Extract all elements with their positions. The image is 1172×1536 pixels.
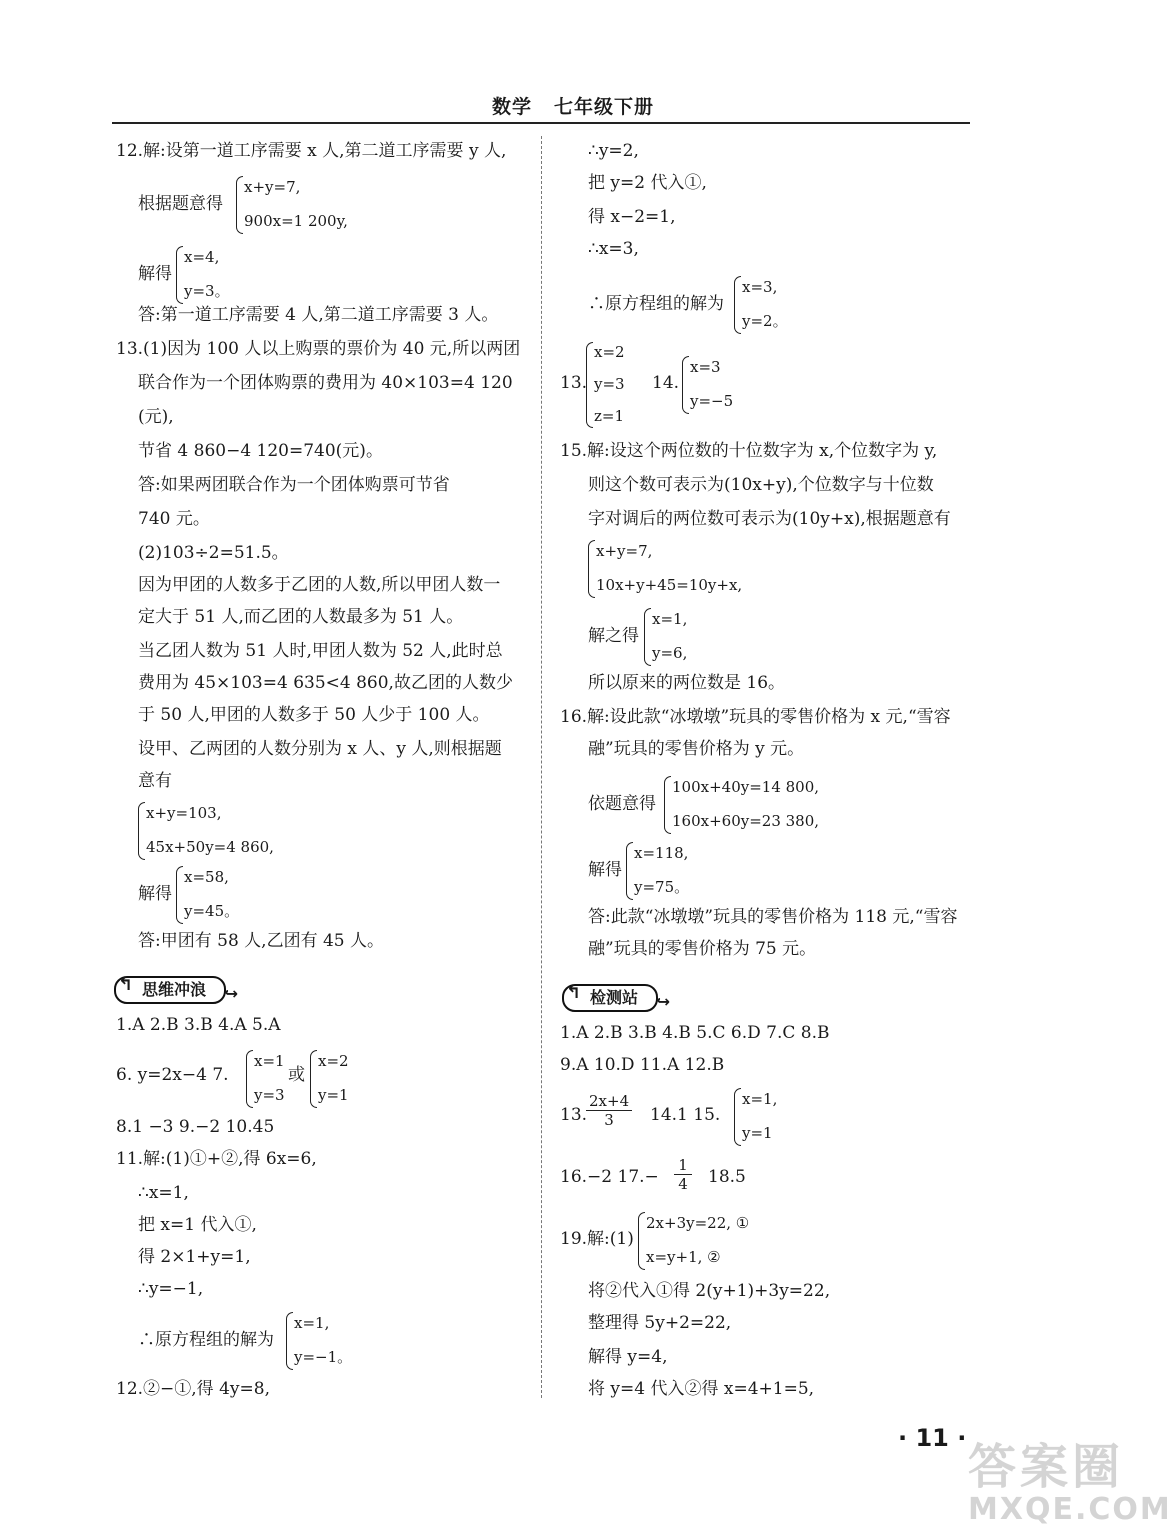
brace-icon: [586, 342, 593, 428]
section-badge-test: ↰ 检测站 ↪: [562, 984, 658, 1012]
q13-line: 意有: [138, 771, 172, 791]
answers-16-17: 16.−2 17.−: [560, 1167, 659, 1187]
brace-icon: [176, 866, 183, 924]
q11-line: 得 2×1+y=1,: [138, 1247, 251, 1267]
brace-icon: [664, 776, 671, 834]
q13-line: 当乙团人数为 51 人时,甲团人数为 52 人,此时总: [138, 641, 503, 661]
running-header: [0, 92, 1146, 119]
watermark: 答案圈 MXQE.COM: [968, 1439, 1172, 1527]
header-rule: [112, 122, 970, 124]
q12-answer: 答:第一道工序需要 4 人,第二道工序需要 3 人。: [138, 305, 499, 325]
q19-line: 整理得 5y+2=22,: [588, 1313, 732, 1333]
q13-line: 13.(1)因为 100 人以上购票的票价为 40 元,所以两团: [116, 339, 521, 359]
brace-icon: [734, 276, 741, 334]
q19-label: 19.解:(1): [560, 1229, 634, 1249]
q16-line: 融”玩具的零售价格为 y 元。: [588, 739, 805, 759]
brace-icon: [176, 246, 183, 304]
column-separator: [541, 136, 542, 1398]
q19-line: 将 y=4 代入②得 x=4+1=5,: [588, 1379, 815, 1399]
q13-line: 定大于 51 人,而乙团的人数最多为 51 人。: [138, 607, 464, 627]
brace-icon: [310, 1050, 317, 1108]
answers-1-8: 1.A 2.B 3.B 4.B 5.C 6.D 7.C 8.B: [560, 1023, 830, 1043]
fraction-13: $\frac{2x+4}{3}$: [586, 1092, 632, 1129]
swirl-icon: ↪: [224, 984, 239, 1003]
brace-icon: [626, 842, 633, 900]
q13-line: 因为甲团的人数多于乙团的人数,所以甲团人数一: [138, 575, 501, 595]
q16-answer: 答:此款“冰墩墩”玩具的零售价格为 118 元,“雪容: [588, 907, 958, 927]
answer-18: 18.5: [708, 1167, 746, 1187]
q13-line: 设甲、乙两团的人数分别为 x 人、y 人,则根据题: [138, 739, 502, 759]
q13-line: 节省 4 860−4 120=740(元)。: [138, 441, 383, 461]
right-line: 得 x−2=1,: [588, 207, 676, 227]
q11-line: 11.解:(1)①+②,得 6x=6,: [116, 1149, 317, 1169]
q13-line: 联合作为一个团体购票的费用为 40×103=4 120: [138, 373, 513, 393]
q12b-line: 12.②−①,得 4y=8,: [116, 1379, 270, 1399]
brace-icon: [286, 1312, 293, 1370]
brace-icon: [644, 608, 651, 666]
header-grade: 七年级下册: [554, 96, 655, 118]
q13-line: (元),: [138, 407, 174, 427]
q11-line: ∴x=1,: [138, 1183, 189, 1203]
q13-answer: 答:甲团有 58 人,乙团有 45 人。: [138, 931, 385, 951]
q13-line: 于 50 人,甲团的人数多于 50 人少于 100 人。: [138, 705, 490, 725]
brace-icon: [246, 1050, 253, 1108]
brace-icon: [638, 1212, 645, 1270]
fraction-17: $\frac{1}{4}$: [674, 1156, 692, 1193]
q13-line: 费用为 45×103=4 635<4 860,故乙团的人数少: [138, 673, 513, 693]
brace-icon: [138, 802, 145, 860]
q13-line: 答:如果两团联合作为一个团体购票可节省: [138, 475, 450, 495]
q19-line: 将②代入①得 2(y+1)+3y=22,: [588, 1281, 831, 1301]
swirl-icon: ↪: [656, 992, 671, 1011]
right-line: 把 y=2 代入①,: [588, 173, 707, 193]
answers-14-15: 14.1 15.: [650, 1105, 721, 1125]
answers-9-12: 9.A 10.D 11.A 12.B: [560, 1055, 725, 1075]
answers-6-7: 6. y=2x−4 7.: [116, 1065, 229, 1085]
q15-answer: 所以原来的两位数是 16。: [588, 673, 786, 693]
brace-icon: [588, 540, 595, 598]
q15-line: 则这个数可表示为(10x+y),个位数字与十位数: [588, 475, 934, 495]
q15-line: 字对调后的两位数可表示为(10y+x),根据题意有: [588, 509, 951, 529]
q13-line: 740 元。: [138, 509, 210, 529]
q12-title: 12.解:设第一道工序需要 x 人,第二道工序需要 y 人,: [116, 141, 507, 161]
right-line: ∴x=3,: [588, 239, 639, 259]
brace-icon: [682, 356, 689, 414]
or-text: 或: [288, 1065, 305, 1085]
q19-line: 解得 y=4,: [588, 1347, 668, 1367]
q13-label-b: 13.: [560, 1105, 588, 1125]
right-line: ∴y=2,: [588, 141, 639, 161]
answers-8-10: 8.1 −3 9.−2 10.45: [116, 1117, 275, 1137]
q16-line: 16.解:设此款“冰墩墩”玩具的零售价格为 x 元,“雪容: [560, 707, 951, 727]
arrow-hook-icon: ↰: [566, 982, 582, 1003]
q14-label: 14.: [652, 373, 680, 393]
section-badge-thinking: ↰ 思维冲浪 ↪: [114, 976, 226, 1004]
header-subject: 数学: [491, 96, 532, 118]
answers-1-5: 1.A 2.B 3.B 4.A 5.A: [116, 1015, 281, 1035]
page-number: · 11 ·: [898, 1424, 967, 1452]
q11-line: ∴y=−1,: [138, 1279, 204, 1299]
q16-answer: 融”玩具的零售价格为 75 元。: [588, 939, 817, 959]
arrow-hook-icon: ↰: [118, 974, 134, 995]
q13-label: 13.: [560, 373, 588, 393]
q13-line: (2)103÷2=51.5。: [138, 543, 289, 563]
q11-line: 把 x=1 代入①,: [138, 1215, 257, 1235]
brace-icon: [734, 1088, 741, 1146]
q15-line: 15.解:设这个两位数的十位数字为 x,个位数字为 y,: [560, 441, 938, 461]
brace-icon: [236, 176, 243, 234]
